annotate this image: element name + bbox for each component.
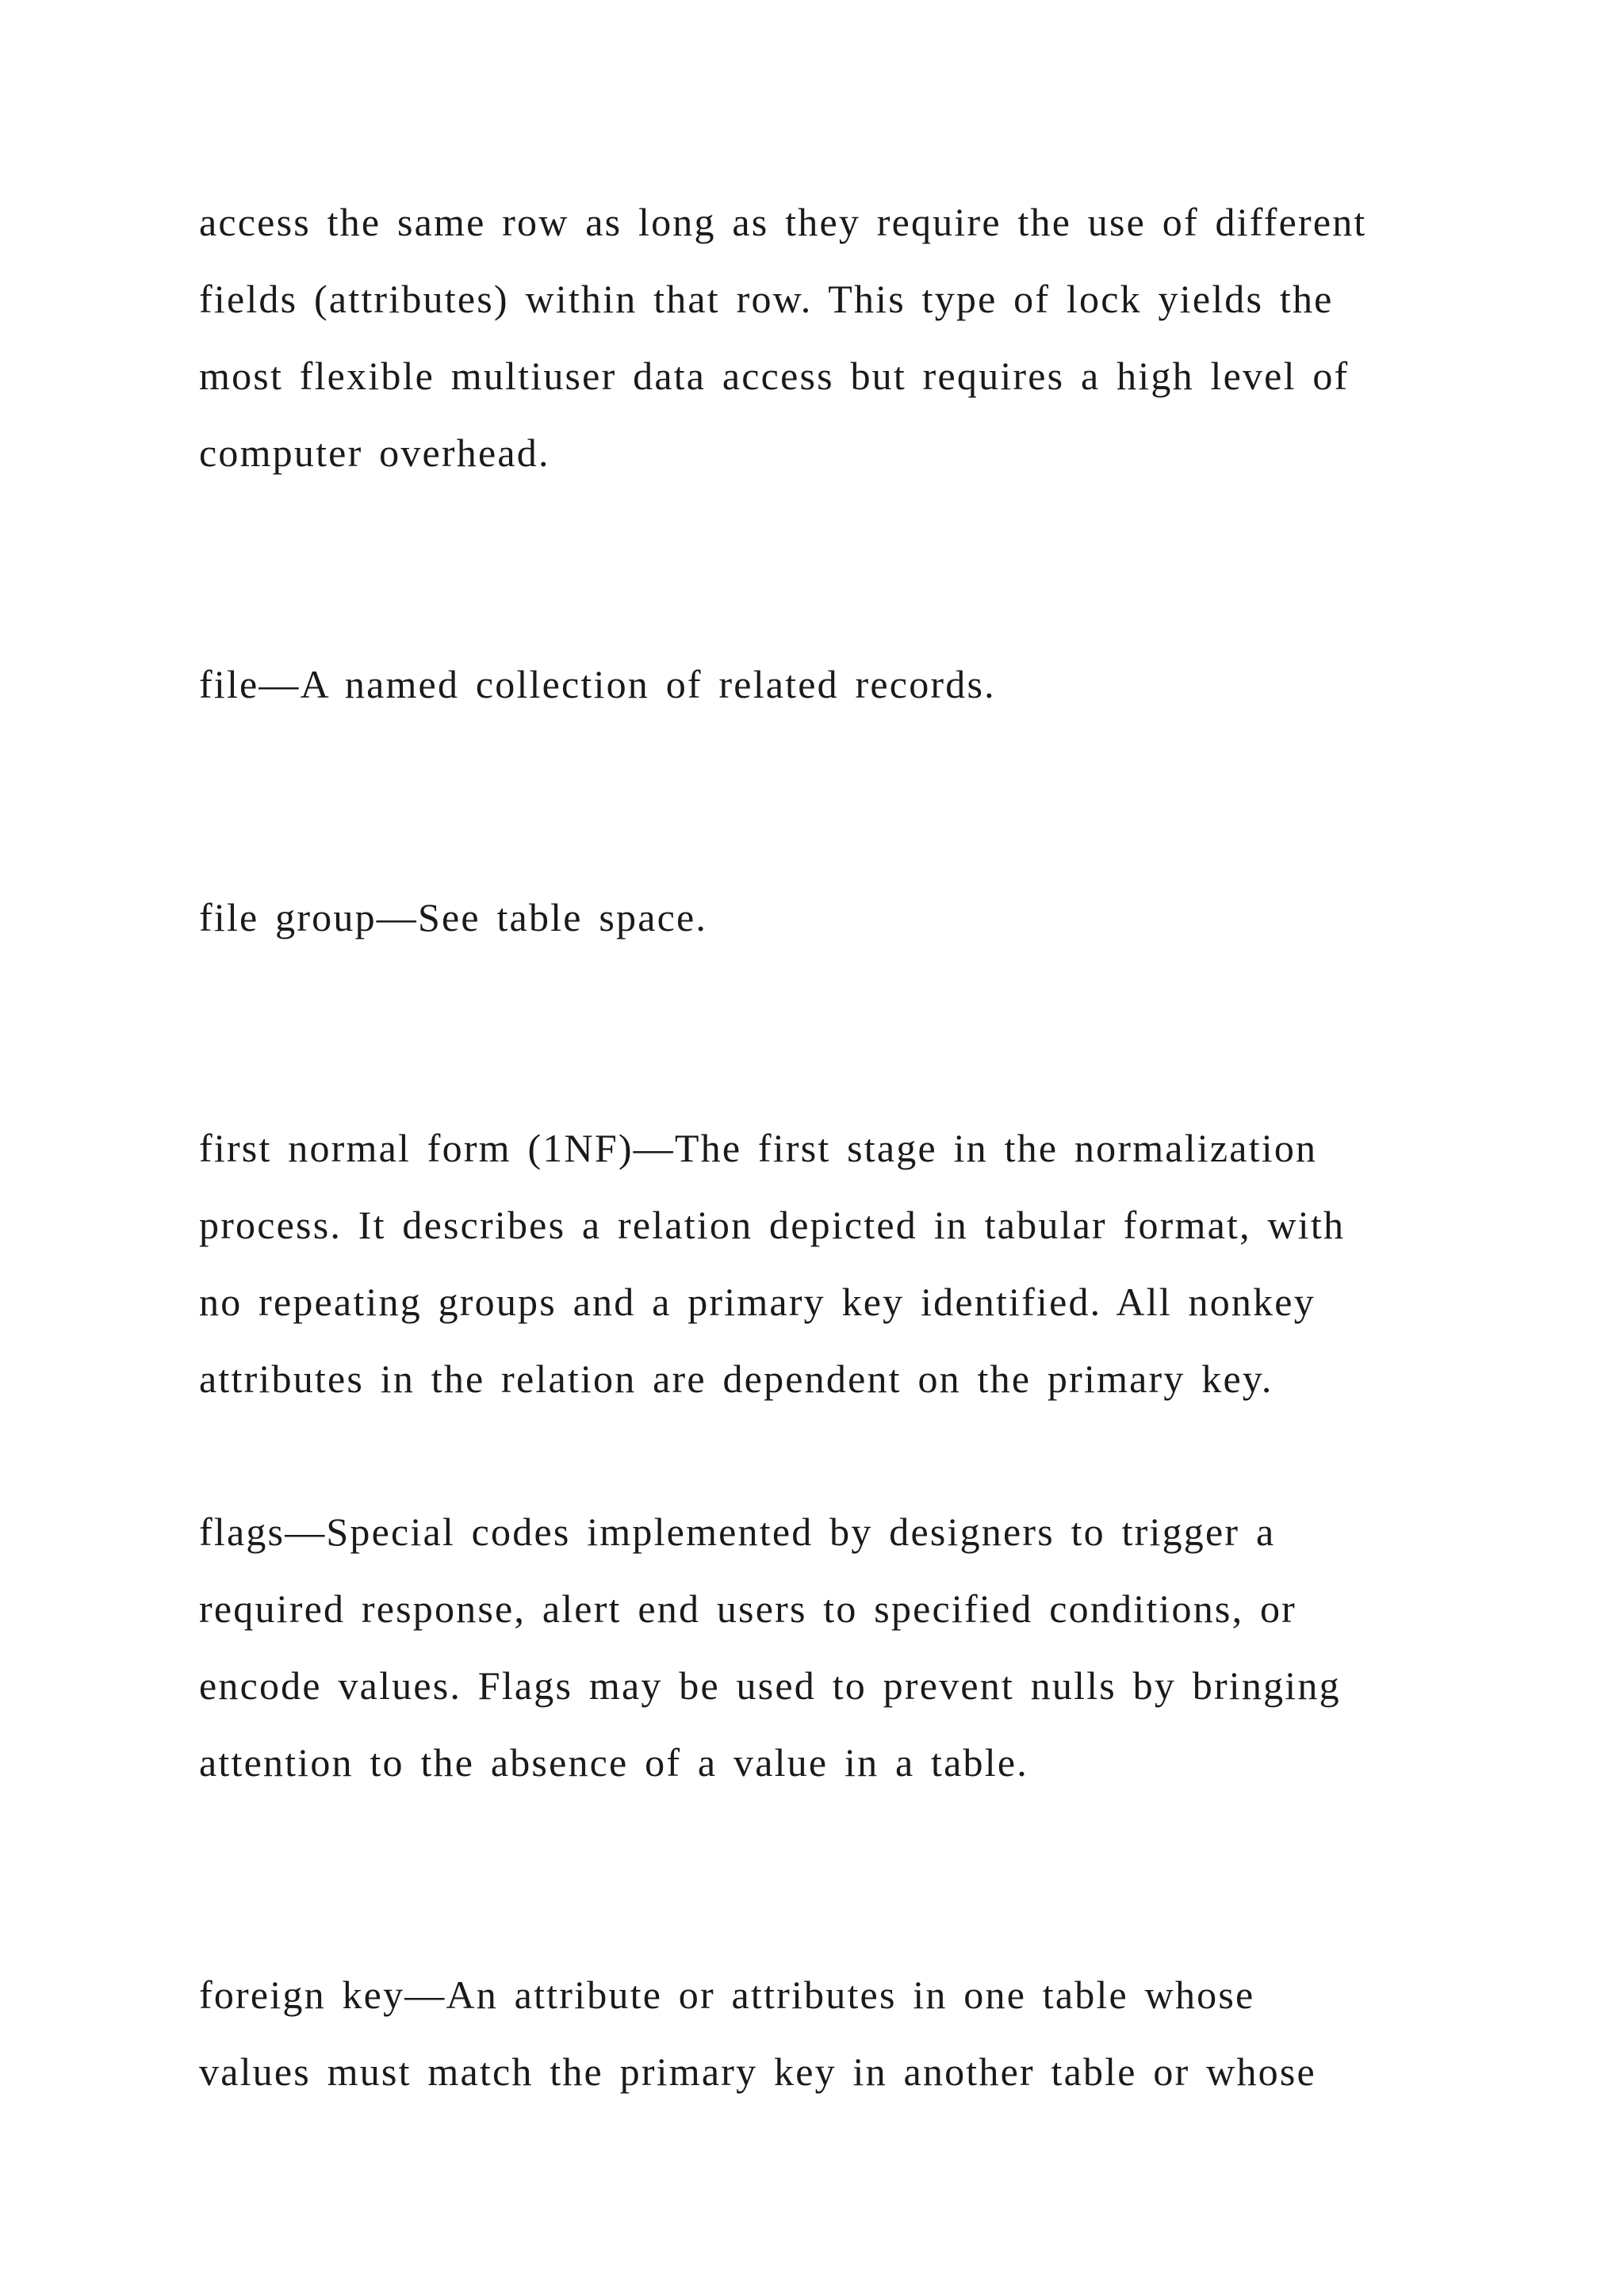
text-line: no repeating groups and a primary key identified. All nonkey	[199, 1280, 1316, 1324]
text-line: fields (attributes) within that row. This type of lock yields the	[199, 277, 1334, 321]
text-line: file—A named collection of related records.	[199, 662, 996, 706]
text-line: foreign key—An attribute or attributes in one table whose	[199, 1973, 1255, 2017]
text-line: file group—See table space.	[199, 895, 708, 939]
text-line: most flexible multiuser data access but requires a high level of	[199, 354, 1350, 398]
text-line: computer overhead.	[199, 430, 550, 475]
text-line: required response, alert end users to specified conditions, or	[199, 1586, 1297, 1631]
text-line: attention to the absence of a value in a table.	[199, 1740, 1028, 1785]
text-line: attributes in the relation are dependent on the primary key.	[199, 1357, 1274, 1401]
text-line: flags—Special codes implemented by designers to trigger a	[199, 1510, 1276, 1554]
text-line: first normal form (1NF)—The first stage in the normalization	[199, 1126, 1318, 1170]
text-line: values must match the primary key in another table or whose	[199, 2049, 1316, 2094]
text-line: access the same row as long as they require the use of different	[199, 200, 1367, 244]
text-line: encode values. Flags may be used to prevent nulls by bringing	[199, 1663, 1341, 1708]
text-line: process. It describes a relation depicted in tabular format, with	[199, 1203, 1346, 1247]
